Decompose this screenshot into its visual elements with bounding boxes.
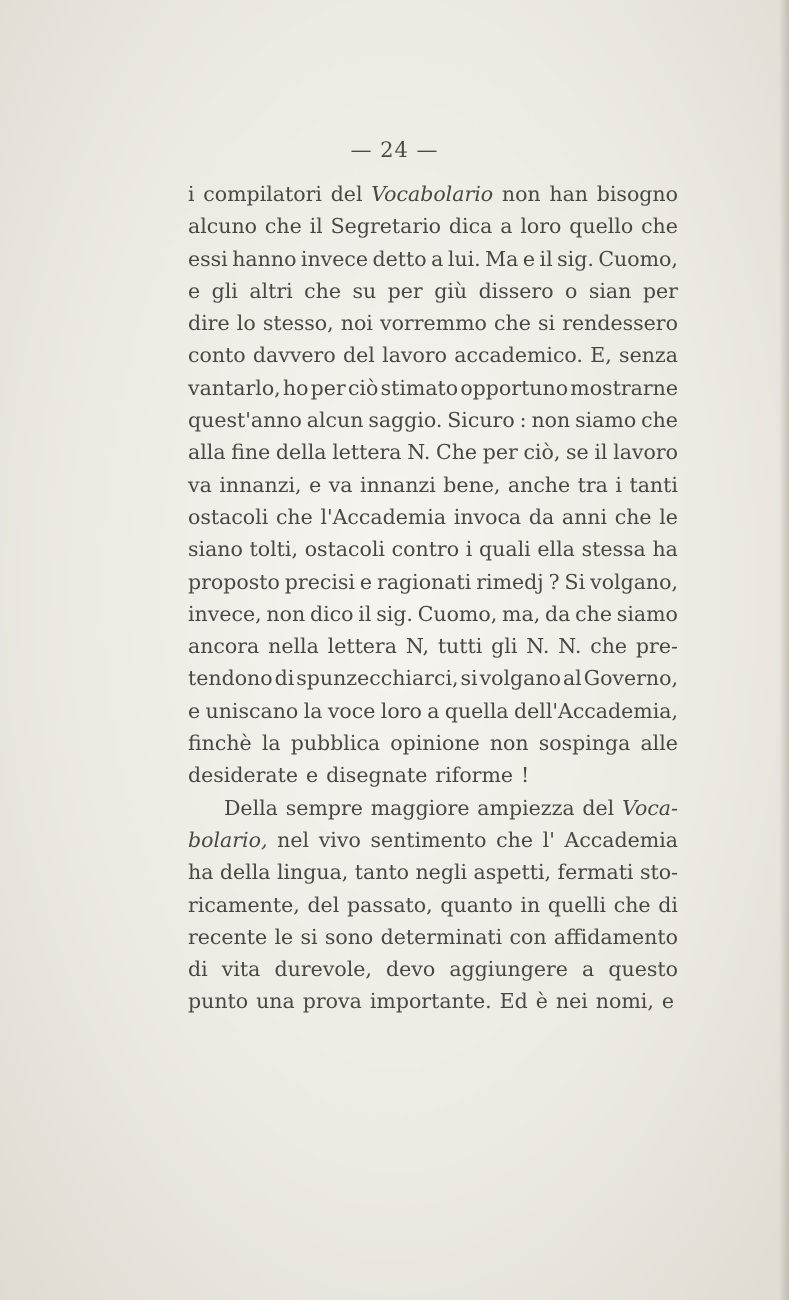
text-line — [188, 178, 678, 210]
word: e — [661, 989, 674, 1014]
word: a — [500, 214, 513, 239]
word: lettera — [332, 440, 402, 465]
word: lui. — [447, 246, 481, 271]
word: siamo — [575, 408, 637, 433]
word: sian — [588, 278, 632, 303]
word: bene, — [443, 472, 501, 497]
word: che — [641, 214, 678, 239]
word: quelli — [547, 892, 607, 917]
word: da — [545, 601, 571, 626]
word: conto — [188, 343, 246, 368]
word: e — [309, 472, 322, 497]
word: di — [188, 957, 208, 982]
word: tanto — [354, 860, 410, 885]
word: accademico. — [454, 343, 583, 368]
word: a — [427, 698, 440, 723]
word: ricamente, — [188, 892, 300, 917]
word: proposto — [188, 569, 280, 594]
word: tanti — [629, 472, 678, 497]
word: per — [387, 278, 423, 303]
word: del — [343, 343, 375, 368]
word: ha — [188, 860, 214, 885]
word: sig. — [376, 601, 413, 626]
word: dell'Accademia, — [514, 698, 678, 723]
word: disegnate — [326, 763, 428, 788]
word: senza — [619, 343, 678, 368]
word: siamo — [616, 601, 678, 626]
word: il — [309, 214, 323, 239]
word: maggiore — [370, 795, 470, 820]
word: che — [304, 278, 341, 303]
word: il — [539, 246, 553, 271]
word: i — [615, 472, 622, 497]
word: sto- — [639, 860, 678, 885]
word: ciò — [347, 375, 379, 400]
body-text — [188, 178, 678, 1018]
word: N. — [407, 440, 431, 465]
word: alla — [188, 440, 226, 465]
word: davvero — [252, 343, 336, 368]
word: del — [330, 182, 363, 206]
word: anni — [561, 504, 608, 529]
word: tendono — [188, 666, 273, 691]
word: hanno — [232, 246, 297, 271]
word: loro — [520, 214, 562, 239]
word: quali — [479, 537, 531, 562]
word: in — [520, 892, 541, 917]
word: stimato — [380, 375, 459, 400]
word: si — [537, 311, 556, 336]
word: invece, — [188, 601, 262, 626]
word: bisogno — [596, 182, 678, 206]
text-line — [188, 243, 678, 275]
word: che — [275, 504, 313, 529]
text-line — [188, 275, 678, 307]
text-line — [188, 210, 678, 242]
word: innanzi — [360, 472, 436, 497]
word: lavoro — [613, 440, 678, 465]
word: del — [582, 795, 615, 820]
word: che — [494, 311, 531, 336]
text-line — [188, 307, 678, 339]
word: alcuno — [188, 214, 258, 239]
word: ostacoli — [304, 537, 385, 562]
word: durevole, — [274, 957, 372, 982]
word: al — [562, 666, 582, 691]
text-line — [188, 404, 678, 436]
text-line — [188, 921, 678, 953]
word: rendessero — [562, 311, 678, 336]
word: Si — [564, 569, 586, 594]
word: Sicuro — [447, 408, 515, 433]
word: importante. — [369, 989, 492, 1014]
word: la — [303, 698, 323, 723]
word: di — [658, 892, 678, 917]
word: E, — [590, 343, 612, 368]
word: pre- — [635, 634, 678, 659]
word: rimedj — [476, 569, 544, 594]
word: stesso, — [262, 311, 334, 336]
word: è — [535, 989, 548, 1014]
word: precisi — [284, 569, 355, 594]
word: saggio. — [368, 408, 443, 433]
word: loro — [380, 698, 422, 723]
text-line — [188, 630, 678, 662]
word: ostacoli — [188, 504, 269, 529]
word: quest'anno — [188, 408, 302, 433]
word: ella — [537, 537, 575, 562]
word: su — [352, 278, 377, 303]
word: della — [275, 440, 327, 465]
text-line — [188, 469, 678, 501]
word: gli — [491, 634, 518, 659]
word: opinione — [390, 731, 480, 756]
word: nella — [268, 634, 319, 659]
word: per — [310, 375, 346, 400]
word: i — [465, 537, 473, 562]
word: volgano — [479, 666, 561, 691]
page-edge-shadow — [779, 0, 789, 1300]
word: che — [641, 408, 678, 433]
word: della — [219, 860, 271, 885]
word: alle — [640, 731, 678, 756]
word: anche — [507, 472, 571, 497]
word: prova — [302, 989, 362, 1014]
word: devo — [386, 957, 436, 982]
word: che — [264, 214, 302, 239]
word: l'Accademia — [320, 504, 447, 529]
word: una — [256, 989, 295, 1014]
word: va — [188, 472, 212, 497]
word: e — [305, 763, 319, 788]
text-line — [188, 566, 678, 598]
word: innanzi, — [219, 472, 302, 497]
text-line — [188, 598, 678, 630]
word: ma, — [502, 601, 541, 626]
word: sempre — [285, 795, 363, 820]
word: Ed — [499, 989, 528, 1014]
word: sospinga — [538, 731, 631, 756]
text-line — [188, 759, 678, 791]
text-line — [188, 727, 678, 759]
word: detto — [372, 246, 427, 271]
word: vita — [221, 957, 261, 982]
word: lingua, — [276, 860, 349, 885]
word: dica — [448, 214, 493, 239]
word: ha — [652, 537, 678, 562]
word: con — [509, 924, 547, 949]
text-line — [188, 695, 678, 727]
word: e — [188, 698, 201, 723]
text-line — [188, 339, 678, 371]
word: tolti, — [249, 537, 298, 562]
word: mostrarne — [570, 375, 678, 400]
word: il — [594, 440, 608, 465]
word: desiderate — [188, 763, 298, 788]
word: sono — [324, 924, 374, 949]
word: essi — [188, 246, 228, 271]
word: vantarlo, — [188, 375, 281, 400]
word: si — [300, 924, 318, 949]
text-line — [188, 533, 678, 565]
word: aggiungere — [449, 957, 568, 982]
word: che — [496, 827, 533, 852]
word: invece — [300, 246, 369, 271]
word: l' — [542, 827, 555, 852]
word: finchè — [188, 731, 252, 756]
word: lo — [236, 311, 256, 336]
word: Accademia — [564, 827, 678, 852]
word: nel — [277, 827, 310, 852]
word: alcun — [306, 408, 364, 433]
word: Della — [224, 795, 278, 820]
word: : — [519, 408, 527, 433]
text-line — [188, 372, 678, 404]
word: vorremmo — [380, 311, 487, 336]
word: per — [482, 440, 518, 465]
text-line — [188, 436, 678, 468]
text-line — [188, 792, 678, 824]
word: il — [358, 601, 372, 626]
word: riforme — [435, 763, 514, 788]
word: del — [307, 892, 340, 917]
text-line — [188, 662, 678, 694]
word: sig. — [557, 246, 594, 271]
word: determinati — [380, 924, 503, 949]
word: fermati — [557, 860, 634, 885]
word: va — [328, 472, 353, 497]
word: stessa — [581, 537, 646, 562]
word: se — [566, 440, 589, 465]
word: o — [565, 278, 578, 303]
word: tra — [577, 472, 608, 497]
word: fine — [231, 440, 271, 465]
word: lavoro — [382, 343, 447, 368]
word: dire — [188, 311, 230, 336]
page-number: — 24 — — [350, 138, 439, 162]
text-line — [188, 953, 678, 985]
text-line — [188, 501, 678, 533]
word: ragionati — [377, 569, 472, 594]
word: dico — [309, 601, 354, 626]
word: passato, — [346, 892, 433, 917]
word: nomi, — [595, 989, 654, 1014]
word: che — [590, 634, 628, 659]
word: invoca — [453, 504, 522, 529]
word: quanto — [440, 892, 513, 917]
word: si — [460, 666, 478, 691]
word: ampiezza — [477, 795, 575, 820]
word: non — [266, 601, 306, 626]
word: Che — [436, 440, 478, 465]
word: le — [659, 504, 678, 529]
word: Cuomo, — [417, 601, 498, 626]
word: recente — [188, 924, 268, 949]
word: e — [359, 569, 373, 594]
word: da — [528, 504, 555, 529]
word: N. — [558, 634, 582, 659]
word: N. — [526, 634, 550, 659]
word: opportuno — [460, 375, 569, 400]
word: tutti — [437, 634, 483, 659]
text-line — [188, 889, 678, 921]
word: i — [188, 182, 195, 206]
word: pubblica — [290, 731, 381, 756]
word: ho — [282, 375, 309, 400]
word: spunzecchiarci, — [296, 666, 459, 691]
word: Ma — [485, 246, 519, 271]
word: Vocabolario — [371, 182, 494, 206]
word: Segretario — [330, 214, 442, 239]
word: volgano, — [590, 569, 678, 594]
word: le — [274, 924, 294, 949]
word: altri — [249, 278, 293, 303]
word: nei — [555, 989, 588, 1014]
word: per — [642, 278, 678, 303]
word: quella — [444, 698, 509, 723]
text-line — [188, 824, 678, 856]
word: siano — [188, 537, 243, 562]
text-line — [188, 985, 678, 1017]
word: che — [614, 504, 652, 529]
word: che — [575, 601, 612, 626]
word: di — [274, 666, 295, 691]
word: han — [549, 182, 589, 206]
word: ? — [548, 569, 560, 594]
word: voce — [327, 698, 376, 723]
word: gli — [211, 278, 238, 303]
word: non — [489, 731, 529, 756]
word: lettera — [327, 634, 397, 659]
word: dissero — [478, 278, 554, 303]
word: bolario, — [188, 827, 268, 852]
word: non — [531, 408, 571, 433]
word: ancora — [188, 634, 260, 659]
word: ! — [521, 763, 530, 788]
word: noi — [340, 311, 373, 336]
word: contro — [391, 537, 460, 562]
word: affidamento — [553, 924, 678, 949]
word: giù — [434, 278, 468, 303]
word: aspetti, — [473, 860, 552, 885]
word: vivo — [318, 827, 361, 852]
word: non — [501, 182, 541, 206]
text-line — [188, 856, 678, 888]
word: sentimento — [370, 827, 487, 852]
word: quello — [569, 214, 634, 239]
word: a — [582, 957, 595, 982]
word: uniscano — [205, 698, 299, 723]
word: a — [431, 246, 444, 271]
word: ciò, — [523, 440, 561, 465]
word: Governo, — [583, 666, 678, 691]
word: negli — [415, 860, 468, 885]
word: che — [613, 892, 651, 917]
word: e — [188, 278, 201, 303]
word: compilatori — [203, 182, 322, 206]
word: questo — [608, 957, 678, 982]
word: N, — [405, 634, 429, 659]
word: punto — [188, 989, 249, 1014]
word: Cuomo, — [598, 246, 678, 271]
word: e — [522, 246, 536, 271]
word: la — [261, 731, 281, 756]
word: Voca- — [622, 795, 678, 820]
